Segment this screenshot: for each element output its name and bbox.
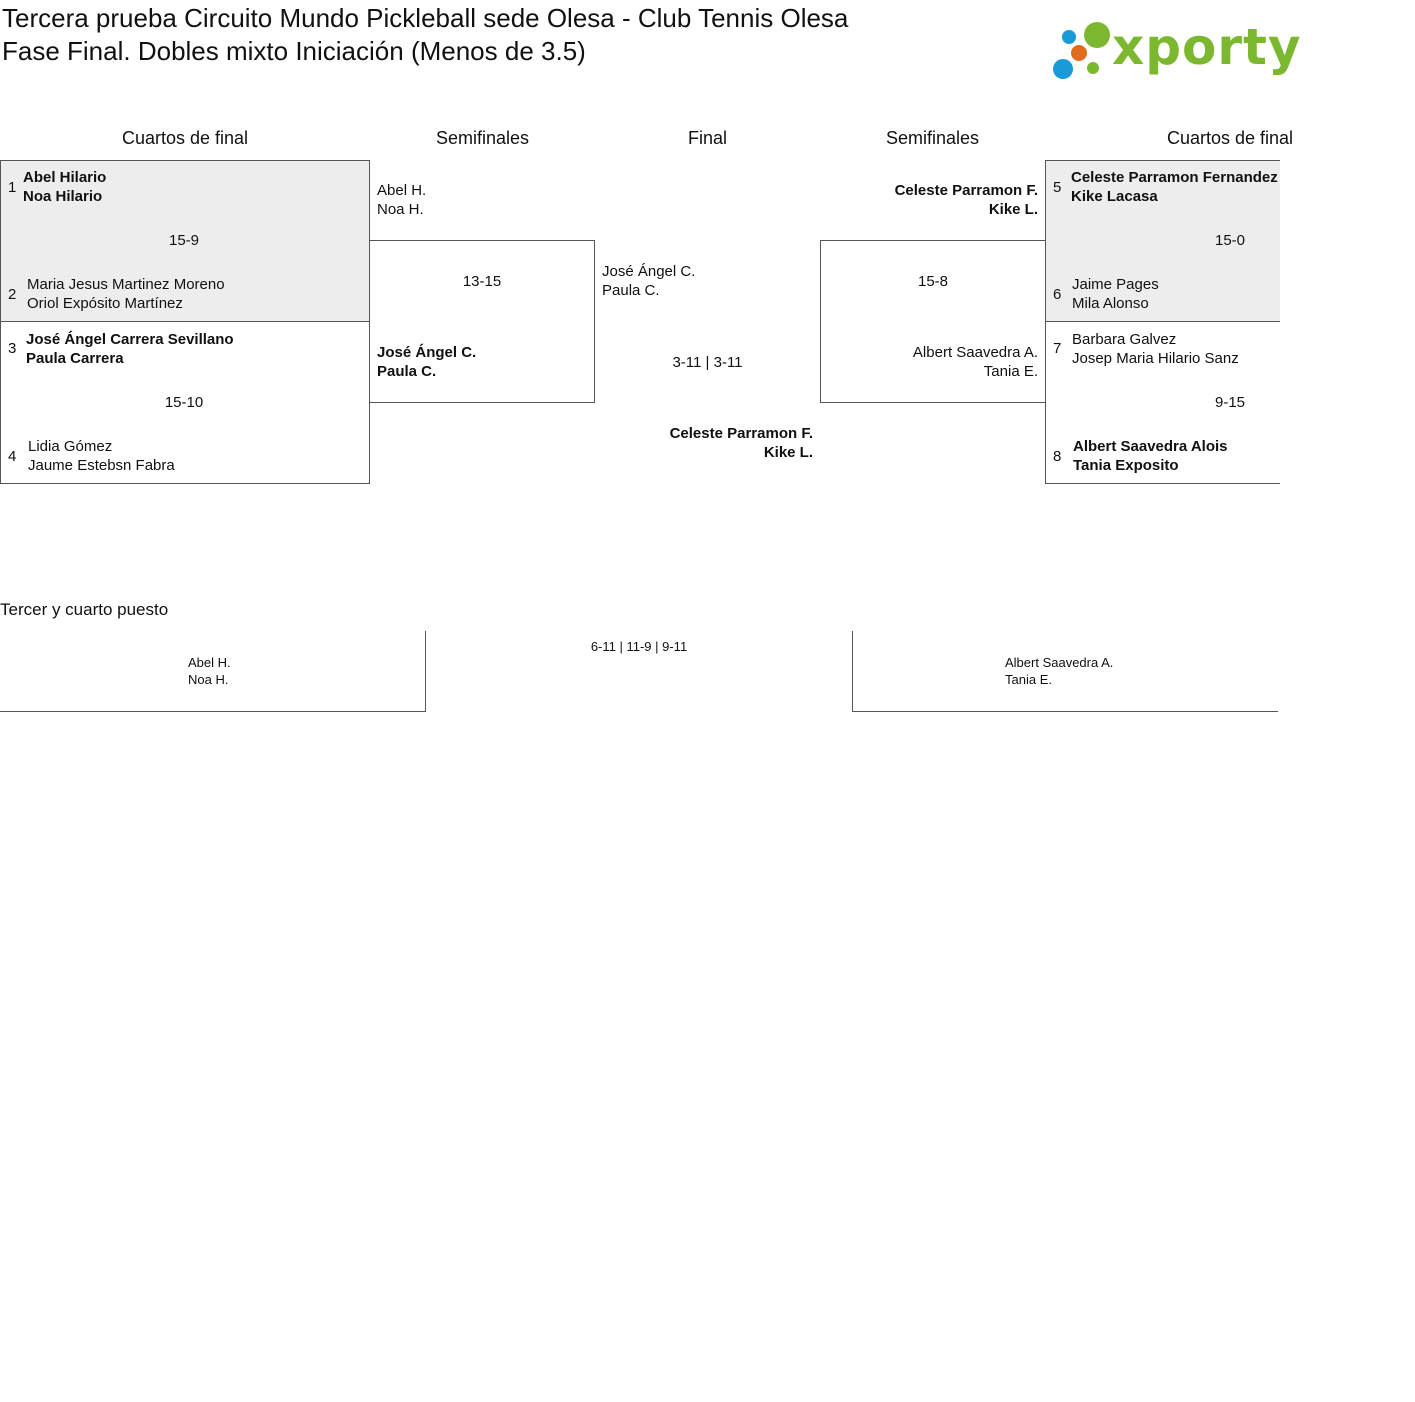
team-pair-winner	[1073, 437, 1228, 475]
phase-subtitle: Fase Final. Dobles mixto Iniciación (Menos de 3.5)	[2, 36, 586, 66]
player-name: Paula Carrera	[26, 350, 124, 367]
player-name: Jaume Estebsn Fabra	[28, 457, 175, 474]
round-header-quarters-left: Cuartos de final	[121, 128, 249, 148]
xporty-logo	[1050, 18, 1302, 82]
seed-number: 1	[8, 179, 17, 196]
player-name: Paula C.	[602, 282, 660, 299]
player-name: Albert Saavedra Alois	[1073, 438, 1228, 455]
seed-number: 3	[8, 340, 17, 357]
player-name: Oriol Expósito Martínez	[27, 295, 183, 312]
team-pair	[1005, 654, 1113, 688]
match-score: 13-15	[462, 273, 502, 290]
team-pair	[1072, 275, 1159, 313]
player-name: Abel Hilario	[23, 169, 107, 186]
match-box-qf2	[0, 321, 370, 484]
team-pair-champion	[595, 424, 813, 462]
match-box-qf3	[1045, 160, 1280, 322]
player-name: Noa H.	[188, 672, 229, 687]
team-pair	[602, 262, 695, 300]
team-pair-winner	[26, 330, 234, 368]
page-title	[2, 2, 902, 68]
player-name: Jaime Pages	[1072, 276, 1159, 293]
player-name: Kike L.	[988, 201, 1038, 218]
seed-number: 8	[1053, 448, 1062, 465]
player-name: Paula C.	[377, 363, 437, 380]
player-name: Mila Alonso	[1072, 295, 1149, 312]
third-place-left-box	[0, 631, 426, 712]
player-name: Tania Exposito	[1073, 457, 1179, 474]
team-pair-winner	[820, 181, 1038, 219]
player-name: Noa Hilario	[23, 188, 103, 205]
team-pair	[1072, 330, 1239, 368]
third-place-title: Tercer y cuarto puesto	[0, 600, 169, 619]
round-header-final: Final	[687, 128, 727, 148]
player-name: Albert Saavedra A.	[912, 344, 1038, 361]
player-name: Kike Lacasa	[1071, 188, 1158, 205]
seed-number: 4	[8, 448, 17, 465]
team-pair	[821, 343, 1038, 381]
team-pair-winner	[377, 343, 476, 381]
match-box-qf1	[0, 160, 370, 322]
player-name: Lidia Gómez	[28, 438, 113, 455]
player-name: Maria Jesus Martinez Moreno	[27, 276, 225, 293]
player-name: Tania E.	[983, 363, 1038, 380]
player-name: Celeste Parramon F.	[894, 182, 1038, 199]
third-place-score: 6-11 | 11-9 | 9-11	[590, 639, 688, 654]
match-score: 15-9	[168, 232, 200, 249]
player-name: Josep Maria Hilario Sanz	[1072, 350, 1239, 367]
seed-number: 6	[1053, 286, 1062, 303]
logo-text: xporty	[1112, 18, 1302, 76]
third-place-right-box	[852, 631, 1278, 712]
player-name: Barbara Galvez	[1072, 331, 1177, 348]
team-pair	[377, 181, 426, 219]
team-pair	[188, 654, 231, 688]
player-name: Kike L.	[763, 444, 813, 461]
team-pair	[28, 437, 175, 475]
match-score: 15-0	[1214, 232, 1246, 249]
round-header-quarters-right: Cuartos de final	[1166, 128, 1294, 148]
match-box-qf4	[1045, 321, 1280, 484]
round-header-semis-right: Semifinales	[885, 128, 980, 148]
player-name: Celeste Parramon Fernandez	[1071, 169, 1278, 186]
player-name: Abel H.	[377, 182, 427, 199]
match-score: 15-10	[164, 394, 204, 411]
player-name: Tania E.	[1005, 672, 1052, 687]
team-pair	[27, 275, 225, 313]
player-name: Albert Saavedra A.	[1005, 655, 1114, 670]
player-name: José Ángel C.	[377, 344, 477, 361]
seed-number: 7	[1053, 340, 1062, 357]
final-score: 3-11 | 3-11	[672, 354, 743, 371]
player-name: José Ángel C.	[602, 263, 696, 280]
match-score: 15-8	[917, 273, 949, 290]
match-box-sf-left	[369, 240, 595, 403]
match-score: 9-15	[1214, 394, 1246, 411]
player-name: José Ángel Carrera Sevillano	[26, 331, 234, 348]
round-header-semis-left: Semifinales	[435, 128, 530, 148]
team-pair-winner	[23, 168, 106, 206]
player-name: Abel H.	[188, 655, 231, 670]
tournament-title: Tercera prueba Circuito Mundo Pickleball sede Olesa - Club Tennis Olesa	[2, 3, 849, 33]
seed-number: 5	[1053, 179, 1062, 196]
player-name: Celeste Parramon F.	[669, 425, 813, 442]
player-name: Noa H.	[377, 201, 424, 218]
seed-number: 2	[8, 286, 17, 303]
team-pair-winner	[1071, 168, 1278, 206]
match-box-sf-right	[820, 240, 1046, 403]
